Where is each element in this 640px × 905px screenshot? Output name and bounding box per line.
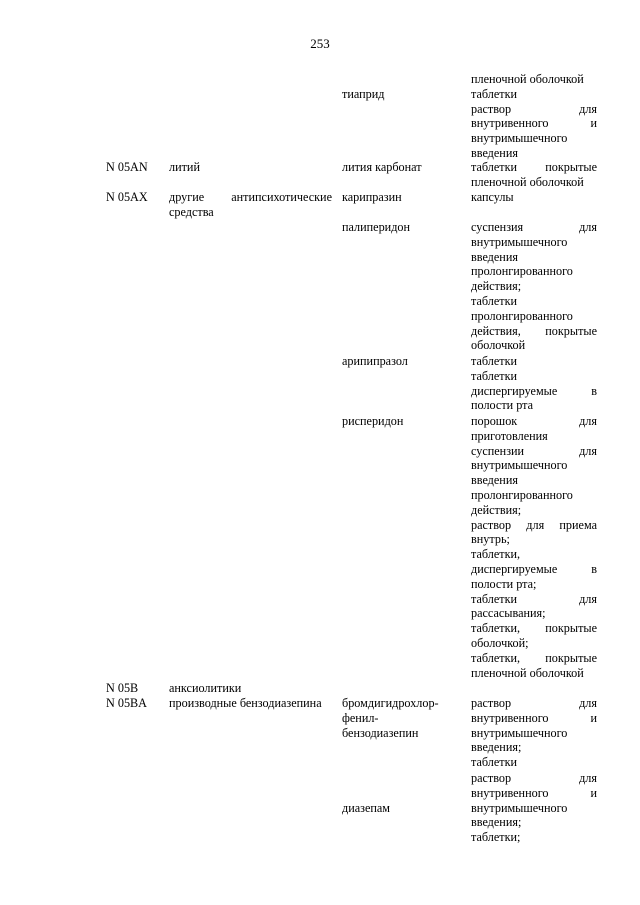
- form-line: внутримышечного: [471, 800, 568, 815]
- form-line: таблетки: [471, 368, 518, 383]
- form-line: таблетки: [471, 354, 518, 368]
- form-line: таблетки: [471, 86, 518, 101]
- drug-name: лития карбонат: [342, 160, 422, 174]
- form-line: суспензии для: [471, 443, 597, 458]
- form-line: введения: [471, 145, 518, 160]
- form-line: действия;: [471, 279, 522, 294]
- form-line: действия;: [471, 502, 522, 517]
- form-line: таблетки для: [471, 591, 597, 606]
- form-line: таблетки: [471, 293, 518, 308]
- form-line: пленочной оболочкой: [471, 665, 584, 680]
- form-line: оболочкой: [471, 338, 526, 353]
- form-line: раствор для приема: [471, 517, 597, 532]
- form-line: введения;: [471, 815, 522, 830]
- form-line: внутрь;: [471, 532, 510, 547]
- form-line: внутримышечного: [471, 458, 568, 473]
- form-line: внутривенного и: [471, 116, 597, 131]
- atc-group: производные бензодиазепина: [169, 696, 322, 710]
- page-number: 253: [310, 36, 330, 51]
- dosage-forms: [471, 696, 597, 770]
- form-line: полости рта;: [471, 576, 537, 591]
- form-line: таблетки: [471, 755, 518, 770]
- form-line: таблетки покрытые: [471, 160, 597, 174]
- dosage-forms: [471, 160, 597, 190]
- form-line: таблетки, покрытые: [471, 650, 597, 665]
- form-line: внутримышечного: [471, 234, 568, 249]
- atc-group: анксиолитики: [169, 681, 242, 695]
- group-line: другие антипсихотические: [169, 190, 332, 204]
- form-line: капсулы: [471, 190, 514, 204]
- drug-name: рисперидон: [342, 414, 404, 428]
- form-line: таблетки;: [471, 830, 521, 845]
- form-line: действия, покрытые: [471, 323, 597, 338]
- form-line: диспергируемые в: [471, 383, 597, 398]
- atc-code: N 05AN: [106, 160, 148, 174]
- form-line: внутримышечного: [471, 725, 568, 740]
- group-line: средства: [169, 204, 214, 219]
- form-line: порошок для: [471, 414, 597, 428]
- dosage-forms: [471, 771, 597, 845]
- drug-name: карипразин: [342, 190, 402, 204]
- form-line: полости рта: [471, 398, 534, 413]
- drug-name: [342, 696, 468, 740]
- dosage-forms: [471, 190, 597, 205]
- drug-line: фенил-: [342, 710, 379, 725]
- atc-group: литий: [169, 160, 200, 174]
- form-line: суспензия для: [471, 220, 597, 234]
- form-line: введения: [471, 473, 518, 488]
- drug-name: палиперидон: [342, 220, 411, 234]
- form-line: раствор для: [471, 101, 597, 116]
- form-line: приготовления: [471, 428, 548, 443]
- atc-code: N 05B: [106, 681, 139, 695]
- drug-line: бромдигидрохлор-: [342, 696, 439, 710]
- form-line: оболочкой;: [471, 635, 529, 650]
- atc-code: N 05AX: [106, 190, 148, 204]
- form-line: введения: [471, 249, 518, 264]
- form-line: пленочной оболочкой: [471, 72, 584, 86]
- drug-name: тиаприд: [342, 87, 385, 101]
- form-line: таблетки,: [471, 547, 521, 562]
- drug-name: арипипразол: [342, 354, 408, 368]
- form-line: внутримышечного: [471, 131, 568, 146]
- form-line: пролонгированного: [471, 308, 573, 323]
- form-line: пленочной оболочкой: [471, 174, 584, 189]
- atc-code: N 05BA: [106, 696, 147, 710]
- form-line: раствор для: [471, 771, 597, 785]
- atc-group: [169, 190, 332, 220]
- form-line: таблетки, покрытые: [471, 621, 597, 636]
- dosage-forms: [471, 72, 597, 161]
- form-line: внутривенного и: [471, 710, 597, 725]
- drug-name: диазепам: [342, 801, 391, 815]
- dosage-forms: [471, 220, 597, 353]
- form-line: введения;: [471, 740, 522, 755]
- drug-line: бензодиазепин: [342, 725, 419, 740]
- form-line: раствор для: [471, 696, 597, 710]
- dosage-forms: [471, 414, 597, 680]
- form-line: внутривенного и: [471, 785, 597, 800]
- dosage-forms: [471, 354, 597, 413]
- form-line: рассасывания;: [471, 606, 546, 621]
- form-line: пролонгированного: [471, 264, 573, 279]
- form-line: диспергируемые в: [471, 561, 597, 576]
- form-line: пролонгированного: [471, 487, 573, 502]
